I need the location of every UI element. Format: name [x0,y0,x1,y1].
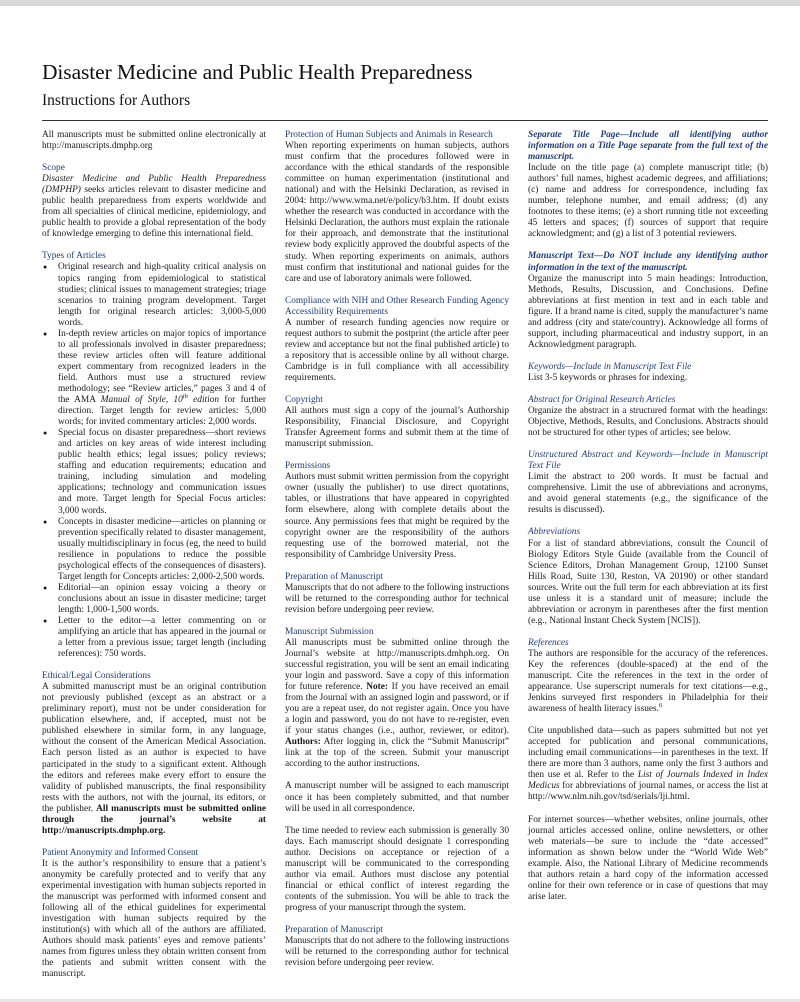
manuscript-text-heading: Manuscript Text—Do NOT include any identifying author information in the text of the manuscript. [528,251,768,273]
references-heading: References [528,637,569,648]
abstract-heading: Abstract for Original Research Articles [528,394,676,405]
intro-paragraph: All manuscripts must be submitted online electronically at http://manuscripts.dmphp.org [42,130,266,152]
abbreviations-heading: Abbreviations [528,527,581,538]
preparation-paragraph: Manuscripts that do not adhere to the following instructions will be returned to the corresponding author for technical revision before undergoing peer review. [285,582,509,615]
ethical-text: A submitted manuscript must be an original contribution not previously published (except as an abstract or a preliminary report), must not be under consideration for publication elsewhere, and, if accepted, must not be published elsewhere in similar form, in any language, without the consent of the American Medical Association. Each person listed as an author is expected to have participated in the study to a significant extent. Although the editors and referees make every effort to ensure the validity of published manuscripts, the final responsibility rests with the authors, not with the journal, its editors, or the publisher. [42,682,266,814]
abstract-paragraph: Organize the abstract in a structured format with the headings: Objective, Methods, Results, and Conclusions. Abstracts should not be structured for other types of articles; see below. [528,406,768,439]
authors-label: Authors: [285,737,321,748]
internet-sources-paragraph: For internet sources—whether websites, online journals, other journal articles accessed online, online newsletters, or other web materials—be sure to include the “date accessed” information as shown below under the “World Wide Web” example. Also, the National Library of Medicine recommends that authors retain a hard copy of the information accessed online for their own reference or in case of questions that may arise later. [528,814,768,902]
nih-heading: Compliance with NIH and Other Research Funding Agency Accessibility Requirements [285,295,509,317]
submission-number-paragraph: A manuscript number will be assigned to each manuscript once it has been completely submitted, and that number will be used in all correspondence. [285,781,509,814]
list-item: ● Original research and high-quality critical analysis on topics ranging from epidemiological to statistical studies; clinical issues to management strategies; triage scenarios to training program development. Target length for original research articles: 3,000-5,000 words. [42,262,266,328]
list-item-text: for further direction. Target length for review articles: 5,000 words; for invited commentary articles: 2,000 words. [58,395,266,428]
title-page-heading: Separate Title Page—Include all identifying author information on a Title Page separate from the full text of the manuscript. [528,130,768,163]
permissions-paragraph: Authors must submit written permission from the copyright owner (usually the publisher) to use direct quotations, tables, or illustrations that have appeared in copyrighted form elsewhere, along with complete details about the source. Any permissions fees that might be required by the copyright owner are the responsibility of the authors requesting use of the borrowed material, not the responsibility of Cambridge University Press. [285,472,509,560]
column-3 [528,130,768,914]
abbreviations-paragraph: For a list of standard abbreviations, consult the Council of Biology Editors Style Guide (available from the Council of Science Editors, Drohan Management Group, 12100 Sunset Hills Road, Suite 130, Reston, VA 20190) or other standard sources. Write out the full term for each abbreviation at its first use unless it is a standard unit of measure; include the abbreviation or acronym in parentheses after the first mention (e.g., National Instant Check System [NCIS]). [528,538,768,626]
column-1 [42,130,266,991]
page-title: Instructions for Authors [42,92,191,109]
scope-heading: Scope [42,163,65,174]
submission-paragraph [285,638,509,771]
protection-paragraph: When reporting experiments on human subjects, authors must confirm that the procedures followed were in accordance with the ethical standards of the responsible committee on human experimentation (institutional and national) and with the Helsinki Declaration, as revised in 2004: http://www.wma.net/e/policy/b3.htm. If doubt exists whether the research was conducted in accordance with the Helsinki Declaration, the authors must explain the rationale for their approach, and demonstrate that the institutional review body explicitly approved the doubtful aspects of the study. When reporting experiments on animals, authors must confirm that institutional and national guides for the care and use of laboratory animals were followed. [285,141,509,284]
list-item: ● Editorial—an opinion essay voicing a theory or conclusions about an issue in disaster medicine; target length: 1,000-1,500 words. [42,583,266,616]
submission-text: If you have received an email from the Journal with an assigned login and password, or if you are a repeat user, do not register again. Once you have a login and password, you do not have to re-register, even if your status changes (i.e., author, reviewer, or editor). [285,682,510,737]
ethical-bold-text: All manuscripts must be submitted online through the journal’s website at http://manuscripts.dmphp.org. [42,803,266,836]
ethical-paragraph [42,682,266,837]
superscript: th [182,392,188,400]
note-label: Note: [366,682,389,693]
copyright-heading: Copyright [285,395,323,406]
index-medicus-italic: List of Journals Indexed in Index Medicus [528,770,768,792]
column-2 [285,130,509,980]
references-paragraph [528,649,768,715]
manual-of-style-italic: Manual of Style, 10 [100,395,183,406]
unstructured-abstract-heading: Unstructured Abstract and Keywords—Include in Manuscript Text File [528,450,768,472]
manuscript-text-paragraph: Organize the manuscript into 5 main headings: Introduction, Methods, Results, Discussion, and Conclusions. Define abbreviations at first mention in text and in each table and figure. If a brand name is cited, supply the manufacturer’s name and address (city and state/country). Acknowledge all forms of support, including pharmaceutical and industry support, in an Acknowledgment paragraph. [528,273,768,350]
list-item: ● Concepts in disaster medicine—articles on planning or prevention specifically related to disaster management, usually multidisciplinary in focus (eg, the need to build resilience in populations to reduce the possible psychological effects of the consequences of disasters). Target length for Concepts articles: 2,000-2,500 words. [42,517,266,583]
superscript: 6 [659,702,663,710]
list-item-text: In-depth review articles on major topics of importance to all professionals involved in disaster preparedness; these review articles often will feature additional expert commentary from recognized leaders in the field. Authors must use a structured review methodology; see “Review articles,” pages 3 and 4 of the AMA [58,328,266,406]
scope-text: seeks articles relevant to disaster medicine and public health preparedness from experts worldwide and from all specialties of clinical medicine, epidemiology, and public health to provide a global representation of the body of knowledge emerging to define this international field. [42,185,266,240]
top-border [0,0,800,6]
citation-text: for abbreviations of journal names, or access the list at http://www.nlm.nih.gov/tsd/serials/lji.html. [528,781,768,803]
scope-paragraph [42,174,266,240]
submission-text: After logging in, click the “Submit Manuscript” link at the top of the screen. Submit your manuscript according to the author instructions. [285,737,509,770]
anonymity-paragraph: It is the author’s responsibility to ensure that a patient’s anonymity be carefully protected and to verify that any experimental investigation with human subjects reported in the manuscript was performed with informed consent and following all of the ethical guidelines for experimental investigation with human subjects required by the institution(s) with which all of the authors are affiliated. Authors should mask patients’ eyes and remove patients’ names from figures unless they obtain written consent from the patients and submit written consent with the manuscript. [42,858,266,980]
unstructured-abstract-paragraph: Limit the abstract to 200 words. It must be factual and comprehensive. Limit the use of abbreviations and acronyms, and avoid general statements (e.g., the significance of the results is discussed). [528,472,768,516]
copyright-paragraph: All authors must sign a copy of the journal’s Authorship Responsibility, Financial Disclosure, and Copyright Transfer Agreement forms and submit them at the time of manuscript submission. [285,406,509,450]
submission-text: All manuscripts must be submitted online through the Journal’s website at http://manuscripts.dmhph.org. On successful registration, you will be sent an email indicating your login and password. Save a copy of this information for future reference. [285,637,509,693]
article-types-list [42,262,266,660]
citation-text: Cite unpublished data—such as papers submitted but not yet accepted for publication and personal communications, including email communications—in parentheses in the text. If there are more than 3 authors, name only the first 3 authors and then use et al. Refer to the [528,726,768,781]
preparation-paragraph-2: Manuscripts that do not adhere to the following instructions will be returned to the corresponding author for technical revision before undergoing peer review. [285,936,509,969]
types-heading: Types of Articles [42,251,106,262]
submission-heading: Manuscript Submission [285,626,374,637]
anonymity-heading: Patient Anonymity and Informed Consent [42,847,199,858]
citation-paragraph [528,726,768,803]
preparation-heading-2: Preparation of Manuscript [285,925,384,935]
nih-paragraph: A number of research funding agencies now require or request authors to submit the postprint (the article after peer review and acceptance but not the final published article) to a repository that is accessible online by all without charge. Cambridge is in full compliance with all accessibility requirements. [285,317,509,383]
journal-title: Disaster Medicine and Public Health Preparedness [42,60,473,84]
list-item: ● Letter to the editor—a letter commenting on or amplifying an article that has appeared in the journal or a letter from a previous issue; target length (including references): 750 words. [42,616,266,660]
header-divider [42,120,768,121]
edition-italic: edition [187,395,220,406]
references-text: The authors are responsible for the accuracy of the references. Key the references (double-spaced) at the end of the manuscript. Cite the references in the text in the order of appearance. Use superscript numerals for text citations—e.g., Jenkins surveyed first responders in Philadelphia for their awareness of health literacy issues. [528,648,768,715]
journal-name-italic: Disaster Medicine and Public Health Preparedness (DMPHP) [42,174,266,196]
protection-heading: Protection of Human Subjects and Animals in Research [285,130,493,140]
keywords-heading: Keywords—Include in Manuscript Text File [528,361,692,372]
keywords-paragraph: List 3-5 keywords or phrases for indexing. [528,372,688,383]
title-page-paragraph: Include on the title page (a) complete manuscript title; (b) authors’ full names, highest academic degrees, and affiliations; (c) name and address for correspondence, including fax number, telephone number, and email address; (d) any footnotes to these items; (e) a short running title not exceeding 45 letters and spaces; (f) sources of support that require acknowledgment; and (g) a list of 3 potential reviewers. [528,163,768,240]
permissions-heading: Permissions [285,461,331,472]
ethical-heading: Ethical/Legal Considerations [42,671,151,682]
preparation-heading: Preparation of Manuscript [285,571,384,582]
list-item [42,329,266,428]
list-item: ● Special focus on disaster preparedness—short reviews and articles on key areas of wide interest including public health ethics; legal issues; policy reviews; staffing and education requirements; education and training, including simulation and modeling applications; technology and communication issues and more. Target length for Special Focus articles: 3,000 words. [42,428,266,516]
review-time-paragraph: The time needed to review each submission is generally 30 days. Each manuscript should designate 1 corresponding author. Decisions on acceptance or rejection of a manuscript will be communicated to the corresponding author via email. Authors must disclose any potential financial or ethical conflict of interest regarding the contents of the submission. You will be able to track the progress of your manuscript through the system. [285,825,509,913]
